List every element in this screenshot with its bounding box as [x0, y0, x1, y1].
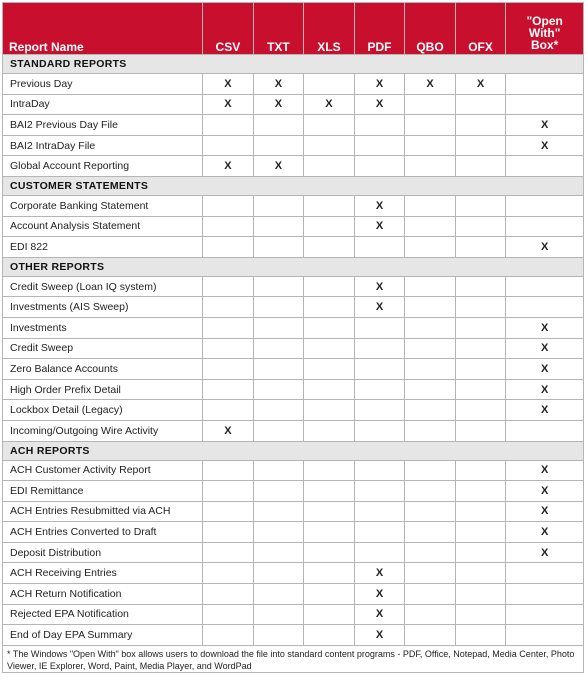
table-row [3, 297, 584, 318]
format-cell-xls [304, 501, 355, 522]
format-cell-xls [304, 400, 355, 421]
format-cell-csv [203, 216, 254, 237]
format-cell-pdf [354, 156, 405, 177]
format-cell-pdf [354, 460, 405, 481]
format-cell-open-with: X [506, 359, 584, 380]
format-cell-txt [253, 563, 304, 584]
format-cell-pdf [354, 379, 405, 400]
report-name-cell: ACH Entries Converted to Draft [3, 522, 203, 543]
format-cell-xls [304, 276, 355, 297]
format-cell-xls [304, 115, 355, 136]
format-cell-xls [304, 604, 355, 625]
table-row [3, 584, 584, 605]
header-open-with-line-1: "Open [526, 14, 563, 28]
format-cell-open-with: X [506, 522, 584, 543]
section-title: OTHER REPORTS [3, 257, 584, 276]
format-cell-ofx: X [455, 74, 506, 95]
format-cell-xls [304, 338, 355, 359]
table-row [3, 338, 584, 359]
format-cell-csv [203, 135, 254, 156]
format-cell-ofx [455, 460, 506, 481]
format-cell-qbo [405, 359, 456, 380]
table-row [3, 156, 584, 177]
format-cell-xls [304, 522, 355, 543]
format-cell-open-with: X [506, 135, 584, 156]
format-cell-qbo [405, 216, 456, 237]
format-cell-qbo [405, 195, 456, 216]
table-row [3, 237, 584, 258]
format-cell-open-with [506, 74, 584, 95]
format-cell-open-with [506, 604, 584, 625]
section-header-row [3, 176, 584, 195]
format-cell-open-with: X [506, 317, 584, 338]
format-cell-qbo [405, 522, 456, 543]
format-cell-qbo [405, 481, 456, 502]
format-cell-csv: X [203, 94, 254, 115]
format-cell-xls [304, 584, 355, 605]
format-cell-ofx [455, 115, 506, 136]
format-cell-pdf: X [354, 276, 405, 297]
format-cell-open-with: X [506, 379, 584, 400]
header-pdf: PDF [354, 3, 405, 55]
format-cell-pdf: X [354, 604, 405, 625]
format-cell-txt [253, 481, 304, 502]
format-cell-txt [253, 400, 304, 421]
format-cell-pdf [354, 400, 405, 421]
report-name-cell: End of Day EPA Summary [3, 625, 203, 646]
format-cell-xls [304, 460, 355, 481]
report-name-cell: EDI 822 [3, 237, 203, 258]
format-cell-xls [304, 74, 355, 95]
format-cell-txt [253, 460, 304, 481]
format-cell-pdf: X [354, 297, 405, 318]
format-cell-pdf: X [354, 584, 405, 605]
format-cell-pdf: X [354, 74, 405, 95]
format-cell-txt [253, 276, 304, 297]
format-cell-csv [203, 276, 254, 297]
format-cell-txt: X [253, 94, 304, 115]
format-cell-csv [203, 317, 254, 338]
format-cell-txt [253, 135, 304, 156]
format-cell-txt [253, 604, 304, 625]
table-row [3, 216, 584, 237]
format-cell-ofx [455, 276, 506, 297]
format-cell-xls [304, 625, 355, 646]
format-cell-csv [203, 359, 254, 380]
format-cell-xls [304, 317, 355, 338]
format-cell-qbo [405, 237, 456, 258]
format-cell-txt: X [253, 74, 304, 95]
report-name-cell: Deposit Distribution [3, 542, 203, 563]
format-cell-txt [253, 195, 304, 216]
format-cell-csv: X [203, 74, 254, 95]
table-row [3, 115, 584, 136]
format-cell-ofx [455, 379, 506, 400]
section-header-row [3, 55, 584, 74]
format-cell-xls [304, 542, 355, 563]
format-cell-pdf [354, 481, 405, 502]
format-cell-csv [203, 542, 254, 563]
header-txt: TXT [253, 3, 304, 55]
format-cell-ofx [455, 135, 506, 156]
format-cell-open-with: X [506, 115, 584, 136]
format-cell-qbo [405, 379, 456, 400]
report-name-cell: Previous Day [3, 74, 203, 95]
table-row [3, 563, 584, 584]
format-cell-pdf: X [354, 563, 405, 584]
format-cell-csv [203, 563, 254, 584]
format-cell-csv [203, 237, 254, 258]
table-row [3, 379, 584, 400]
table-row [3, 400, 584, 421]
report-format-table-container [2, 2, 584, 673]
format-cell-open-with: X [506, 237, 584, 258]
report-format-table [2, 2, 584, 646]
format-cell-open-with [506, 584, 584, 605]
table-row [3, 317, 584, 338]
format-cell-pdf: X [354, 625, 405, 646]
table-row [3, 94, 584, 115]
format-cell-txt [253, 338, 304, 359]
table-row [3, 542, 584, 563]
format-cell-open-with: X [506, 501, 584, 522]
format-cell-qbo [405, 297, 456, 318]
table-row [3, 276, 584, 297]
format-cell-txt [253, 584, 304, 605]
table-header-row [3, 3, 584, 55]
format-cell-qbo [405, 604, 456, 625]
format-cell-qbo [405, 156, 456, 177]
format-cell-pdf [354, 542, 405, 563]
format-cell-qbo [405, 115, 456, 136]
format-cell-open-with [506, 216, 584, 237]
header-open-with-line-2: With" [528, 26, 561, 40]
table-row [3, 460, 584, 481]
format-cell-open-with [506, 156, 584, 177]
format-cell-open-with: X [506, 542, 584, 563]
format-cell-txt [253, 317, 304, 338]
format-cell-csv [203, 584, 254, 605]
format-cell-open-with [506, 563, 584, 584]
format-cell-ofx [455, 604, 506, 625]
format-cell-xls [304, 379, 355, 400]
format-cell-pdf [354, 338, 405, 359]
format-cell-open-with [506, 420, 584, 441]
format-cell-csv [203, 297, 254, 318]
format-cell-csv: X [203, 420, 254, 441]
format-cell-ofx [455, 338, 506, 359]
section-title: STANDARD REPORTS [3, 55, 584, 74]
report-name-cell: ACH Entries Resubmitted via ACH [3, 501, 203, 522]
format-cell-pdf [354, 420, 405, 441]
header-csv: CSV [203, 3, 254, 55]
table-row [3, 74, 584, 95]
format-cell-pdf: X [354, 195, 405, 216]
format-cell-ofx [455, 297, 506, 318]
format-cell-csv [203, 195, 254, 216]
report-name-cell: ACH Receiving Entries [3, 563, 203, 584]
format-cell-ofx [455, 625, 506, 646]
report-name-cell: Credit Sweep [3, 338, 203, 359]
format-cell-txt [253, 501, 304, 522]
format-cell-ofx [455, 317, 506, 338]
format-cell-qbo [405, 584, 456, 605]
format-cell-pdf [354, 501, 405, 522]
format-cell-csv [203, 460, 254, 481]
format-cell-xls [304, 195, 355, 216]
format-cell-xls [304, 481, 355, 502]
footnote: * The Windows "Open With" box allows users to download the file into standard content programs - PDF, Office, Notepad, Media Center, Photo Viewer, IE Explorer, Word, Paint, Media Player, and WordPad [2, 646, 584, 673]
format-cell-open-with: X [506, 481, 584, 502]
format-cell-txt [253, 359, 304, 380]
format-cell-txt [253, 625, 304, 646]
report-name-cell: EDI Remittance [3, 481, 203, 502]
report-name-cell: Investments [3, 317, 203, 338]
table-row [3, 625, 584, 646]
format-cell-qbo [405, 625, 456, 646]
section-title: CUSTOMER STATEMENTS [3, 176, 584, 195]
report-name-cell: High Order Prefix Detail [3, 379, 203, 400]
format-cell-csv [203, 501, 254, 522]
format-cell-xls [304, 359, 355, 380]
section-header-row [3, 257, 584, 276]
format-cell-ofx [455, 481, 506, 502]
section-header-row [3, 441, 584, 460]
format-cell-ofx [455, 542, 506, 563]
format-cell-csv [203, 379, 254, 400]
report-name-cell: ACH Customer Activity Report [3, 460, 203, 481]
format-cell-txt [253, 216, 304, 237]
format-cell-xls [304, 156, 355, 177]
format-cell-open-with: X [506, 460, 584, 481]
header-xls: XLS [304, 3, 355, 55]
format-cell-txt [253, 237, 304, 258]
header-open-with-box [506, 3, 584, 55]
format-cell-csv [203, 481, 254, 502]
format-cell-txt [253, 379, 304, 400]
format-cell-qbo [405, 94, 456, 115]
format-cell-pdf [354, 317, 405, 338]
format-cell-ofx [455, 156, 506, 177]
format-cell-csv [203, 625, 254, 646]
report-name-cell: Account Analysis Statement [3, 216, 203, 237]
format-cell-qbo [405, 501, 456, 522]
format-cell-ofx [455, 522, 506, 543]
table-row [3, 359, 584, 380]
report-name-cell: Credit Sweep (Loan IQ system) [3, 276, 203, 297]
format-cell-open-with [506, 625, 584, 646]
format-cell-qbo: X [405, 74, 456, 95]
report-name-cell: Zero Balance Accounts [3, 359, 203, 380]
report-name-cell: Investments (AIS Sweep) [3, 297, 203, 318]
format-cell-ofx [455, 563, 506, 584]
report-name-cell: Lockbox Detail (Legacy) [3, 400, 203, 421]
format-cell-pdf [354, 237, 405, 258]
format-cell-open-with [506, 276, 584, 297]
table-row [3, 481, 584, 502]
format-cell-ofx [455, 195, 506, 216]
table-row [3, 135, 584, 156]
format-cell-xls [304, 563, 355, 584]
format-cell-ofx [455, 359, 506, 380]
format-cell-xls [304, 216, 355, 237]
format-cell-csv [203, 338, 254, 359]
format-cell-pdf: X [354, 94, 405, 115]
format-cell-qbo [405, 276, 456, 297]
format-cell-qbo [405, 542, 456, 563]
format-cell-pdf: X [354, 216, 405, 237]
format-cell-pdf [354, 115, 405, 136]
format-cell-csv [203, 604, 254, 625]
table-row [3, 522, 584, 543]
format-cell-txt [253, 115, 304, 136]
report-name-cell: BAI2 IntraDay File [3, 135, 203, 156]
report-name-cell: Corporate Banking Statement [3, 195, 203, 216]
format-cell-open-with [506, 94, 584, 115]
format-cell-txt [253, 420, 304, 441]
report-name-cell: Global Account Reporting [3, 156, 203, 177]
format-cell-qbo [405, 563, 456, 584]
format-cell-txt [253, 297, 304, 318]
format-cell-xls [304, 297, 355, 318]
format-cell-xls: X [304, 94, 355, 115]
format-cell-pdf [354, 522, 405, 543]
format-cell-csv: X [203, 156, 254, 177]
table-body [3, 55, 584, 646]
format-cell-open-with [506, 195, 584, 216]
format-cell-ofx [455, 237, 506, 258]
format-cell-ofx [455, 420, 506, 441]
table-row [3, 195, 584, 216]
format-cell-ofx [455, 584, 506, 605]
table-row [3, 420, 584, 441]
format-cell-qbo [405, 460, 456, 481]
table-row [3, 501, 584, 522]
section-title: ACH REPORTS [3, 441, 584, 460]
format-cell-qbo [405, 338, 456, 359]
format-cell-qbo [405, 400, 456, 421]
format-cell-ofx [455, 94, 506, 115]
format-cell-xls [304, 420, 355, 441]
header-qbo: QBO [405, 3, 456, 55]
format-cell-ofx [455, 501, 506, 522]
format-cell-qbo [405, 317, 456, 338]
format-cell-csv [203, 115, 254, 136]
format-cell-open-with [506, 297, 584, 318]
report-name-cell: BAI2 Previous Day File [3, 115, 203, 136]
table-row [3, 604, 584, 625]
format-cell-ofx [455, 400, 506, 421]
format-cell-txt [253, 522, 304, 543]
format-cell-xls [304, 135, 355, 156]
format-cell-open-with: X [506, 400, 584, 421]
format-cell-pdf [354, 359, 405, 380]
format-cell-qbo [405, 135, 456, 156]
report-name-cell: Rejected EPA Notification [3, 604, 203, 625]
format-cell-txt [253, 542, 304, 563]
format-cell-csv [203, 522, 254, 543]
format-cell-pdf [354, 135, 405, 156]
report-name-cell: ACH Return Notification [3, 584, 203, 605]
format-cell-ofx [455, 216, 506, 237]
format-cell-open-with: X [506, 338, 584, 359]
report-name-cell: Incoming/Outgoing Wire Activity [3, 420, 203, 441]
report-name-cell: IntraDay [3, 94, 203, 115]
format-cell-qbo [405, 420, 456, 441]
format-cell-xls [304, 237, 355, 258]
header-report-name: Report Name [3, 3, 203, 55]
header-open-with-line-3: Box* [530, 38, 559, 52]
format-cell-csv [203, 400, 254, 421]
header-ofx: OFX [455, 3, 506, 55]
format-cell-txt: X [253, 156, 304, 177]
